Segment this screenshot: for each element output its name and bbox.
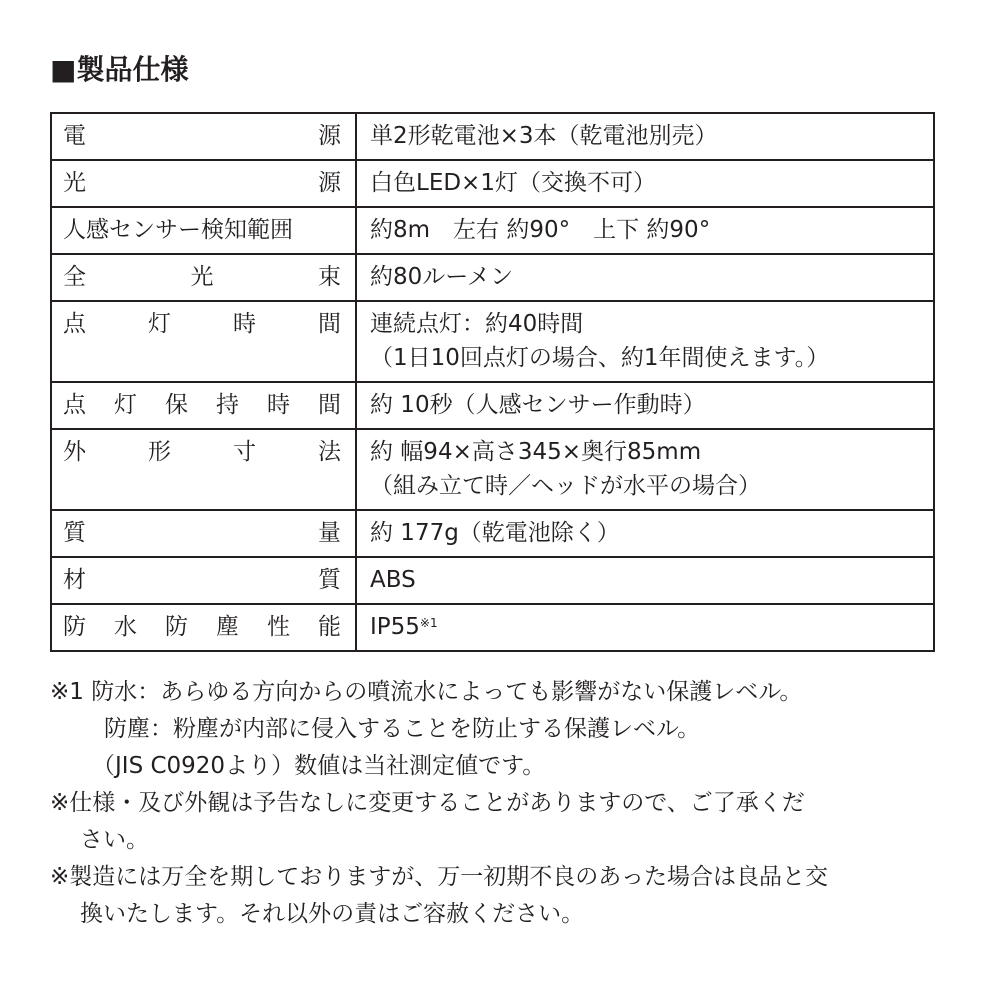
spec-value	[370, 610, 920, 644]
spec-label-char: 保	[165, 392, 188, 418]
spec-value	[370, 307, 920, 341]
spec-label-char: 光	[190, 264, 214, 290]
spec-row	[51, 113, 934, 160]
spec-label-char: 寸	[233, 439, 256, 465]
spec-value-text: ABS	[370, 567, 416, 593]
spec-label	[63, 213, 341, 247]
spec-label-char: 時	[267, 392, 290, 418]
spec-label-cell	[51, 301, 356, 382]
spec-value	[370, 213, 920, 247]
spec-label-char: 法	[318, 439, 341, 465]
spec-value-text: 約 177g（乾電池除く）	[370, 520, 620, 546]
spec-value	[370, 469, 920, 503]
spec-value-cell	[356, 207, 934, 254]
spec-label-cell	[51, 382, 356, 429]
spec-label-char: 持	[216, 392, 239, 418]
spec-label	[63, 388, 341, 422]
spec-value-cell	[356, 557, 934, 604]
spec-value	[370, 260, 920, 294]
spec-label-char: 防	[165, 614, 188, 640]
spec-value-cell	[356, 510, 934, 557]
note-line: さい。	[80, 827, 149, 853]
spec-label-cell	[51, 604, 356, 651]
spec-label	[63, 260, 341, 294]
note-line: 防塵：粉塵が内部に侵入することを防止する保護レベル。	[104, 716, 701, 742]
notes-section	[50, 674, 950, 933]
spec-label-char: 源	[318, 123, 341, 149]
footnote-mark: ※1	[419, 616, 438, 630]
spec-value-cell	[356, 604, 934, 651]
spec-value-text: 連続点灯：約40時間	[370, 311, 584, 337]
spec-value	[370, 388, 920, 422]
spec-label-cell	[51, 510, 356, 557]
spec-label-char: 性	[267, 614, 290, 640]
spec-row	[51, 254, 934, 301]
spec-label-cell	[51, 557, 356, 604]
spec-value	[370, 563, 920, 597]
spec-label-char: 塵	[216, 614, 239, 640]
spec-label-cell	[51, 254, 356, 301]
spec-label-char: 間	[318, 392, 341, 418]
spec-row	[51, 604, 934, 651]
spec-label-cell	[51, 160, 356, 207]
spec-label-char: 能	[318, 614, 341, 640]
spec-value	[370, 119, 920, 153]
spec-value-text: 白色LED×1灯（交換不可）	[370, 170, 656, 196]
spec-value-cell	[356, 429, 934, 510]
spec-label-char: 量	[318, 520, 341, 546]
spec-label-char: 全	[63, 264, 86, 290]
note-line: 換いたします。それ以外の責はご容赦ください。	[80, 901, 585, 927]
spec-value-text: （1日10回点灯の場合、約1年間使えます。）	[370, 345, 830, 371]
spec-label-char: 水	[114, 614, 137, 640]
spec-label-char: 質	[63, 520, 86, 546]
spec-value-text: 約 幅94×高さ345×奥行85mm	[370, 439, 702, 465]
spec-value-text: 約80ルーメン	[370, 264, 514, 290]
spec-value-cell	[356, 113, 934, 160]
spec-label	[63, 119, 341, 153]
spec-table	[50, 112, 935, 652]
spec-label	[63, 516, 341, 550]
spec-value-text: 単2形乾電池×3本（乾電池別売）	[370, 123, 718, 149]
spec-label-char: 光	[63, 170, 86, 196]
spec-label-char: 防	[63, 614, 86, 640]
spec-label-char: 質	[318, 567, 341, 593]
spec-label-char: 電	[63, 123, 86, 149]
spec-row	[51, 557, 934, 604]
spec-value-cell	[356, 382, 934, 429]
spec-label-char: 間	[318, 311, 341, 337]
spec-label-char: 灯	[114, 392, 137, 418]
spec-value-text: 約8m 左右 約90° 上下 約90°	[370, 217, 711, 243]
spec-value-cell	[356, 301, 934, 382]
spec-value-text: （組み立て時／ヘッドが水平の場合）	[370, 473, 761, 499]
spec-label-char: 形	[148, 439, 171, 465]
spec-value-cell	[356, 254, 934, 301]
spec-value	[370, 516, 920, 550]
note-line: ※製造には万全を期しておりますが、万一初期不良のあった場合は良品と交	[50, 864, 829, 890]
spec-label-cell	[51, 113, 356, 160]
page-title: ■製品仕様	[50, 53, 189, 86]
spec-label-char: 束	[318, 264, 341, 290]
spec-label-char: 人感センサー検知範囲	[63, 217, 293, 243]
spec-value	[370, 435, 920, 469]
spec-label-char: 点	[63, 311, 86, 337]
spec-row	[51, 207, 934, 254]
spec-label-char: 灯	[148, 311, 171, 337]
spec-label	[63, 166, 341, 200]
spec-row	[51, 382, 934, 429]
spec-label	[63, 610, 341, 644]
spec-label	[63, 307, 341, 341]
spec-label-char: 源	[318, 170, 341, 196]
spec-row	[51, 429, 934, 510]
spec-row	[51, 160, 934, 207]
note-line: （JIS C0920より）数値は当社測定値です。	[92, 753, 546, 779]
spec-label-char: 時	[233, 311, 256, 337]
spec-label-cell	[51, 207, 356, 254]
spec-label-char: 材	[63, 567, 86, 593]
spec-value-cell	[356, 160, 934, 207]
spec-label	[63, 563, 341, 597]
spec-row	[51, 510, 934, 557]
spec-row	[51, 301, 934, 382]
spec-value-text: 約 10秒（人感センサー作動時）	[370, 392, 706, 418]
spec-value-text: IP55	[370, 614, 420, 640]
spec-label-char: 点	[63, 392, 86, 418]
spec-label	[63, 435, 341, 469]
note-line: ※仕様・及び外観は予告なしに変更することがありますので、ご了承くだ	[50, 790, 805, 816]
spec-label-char: 外	[63, 439, 86, 465]
spec-label-cell	[51, 429, 356, 510]
note-line: ※1 防水：あらゆる方向からの噴流水によっても影響がない保護レベル。	[50, 679, 803, 705]
spec-value	[370, 341, 920, 375]
spec-value	[370, 166, 920, 200]
